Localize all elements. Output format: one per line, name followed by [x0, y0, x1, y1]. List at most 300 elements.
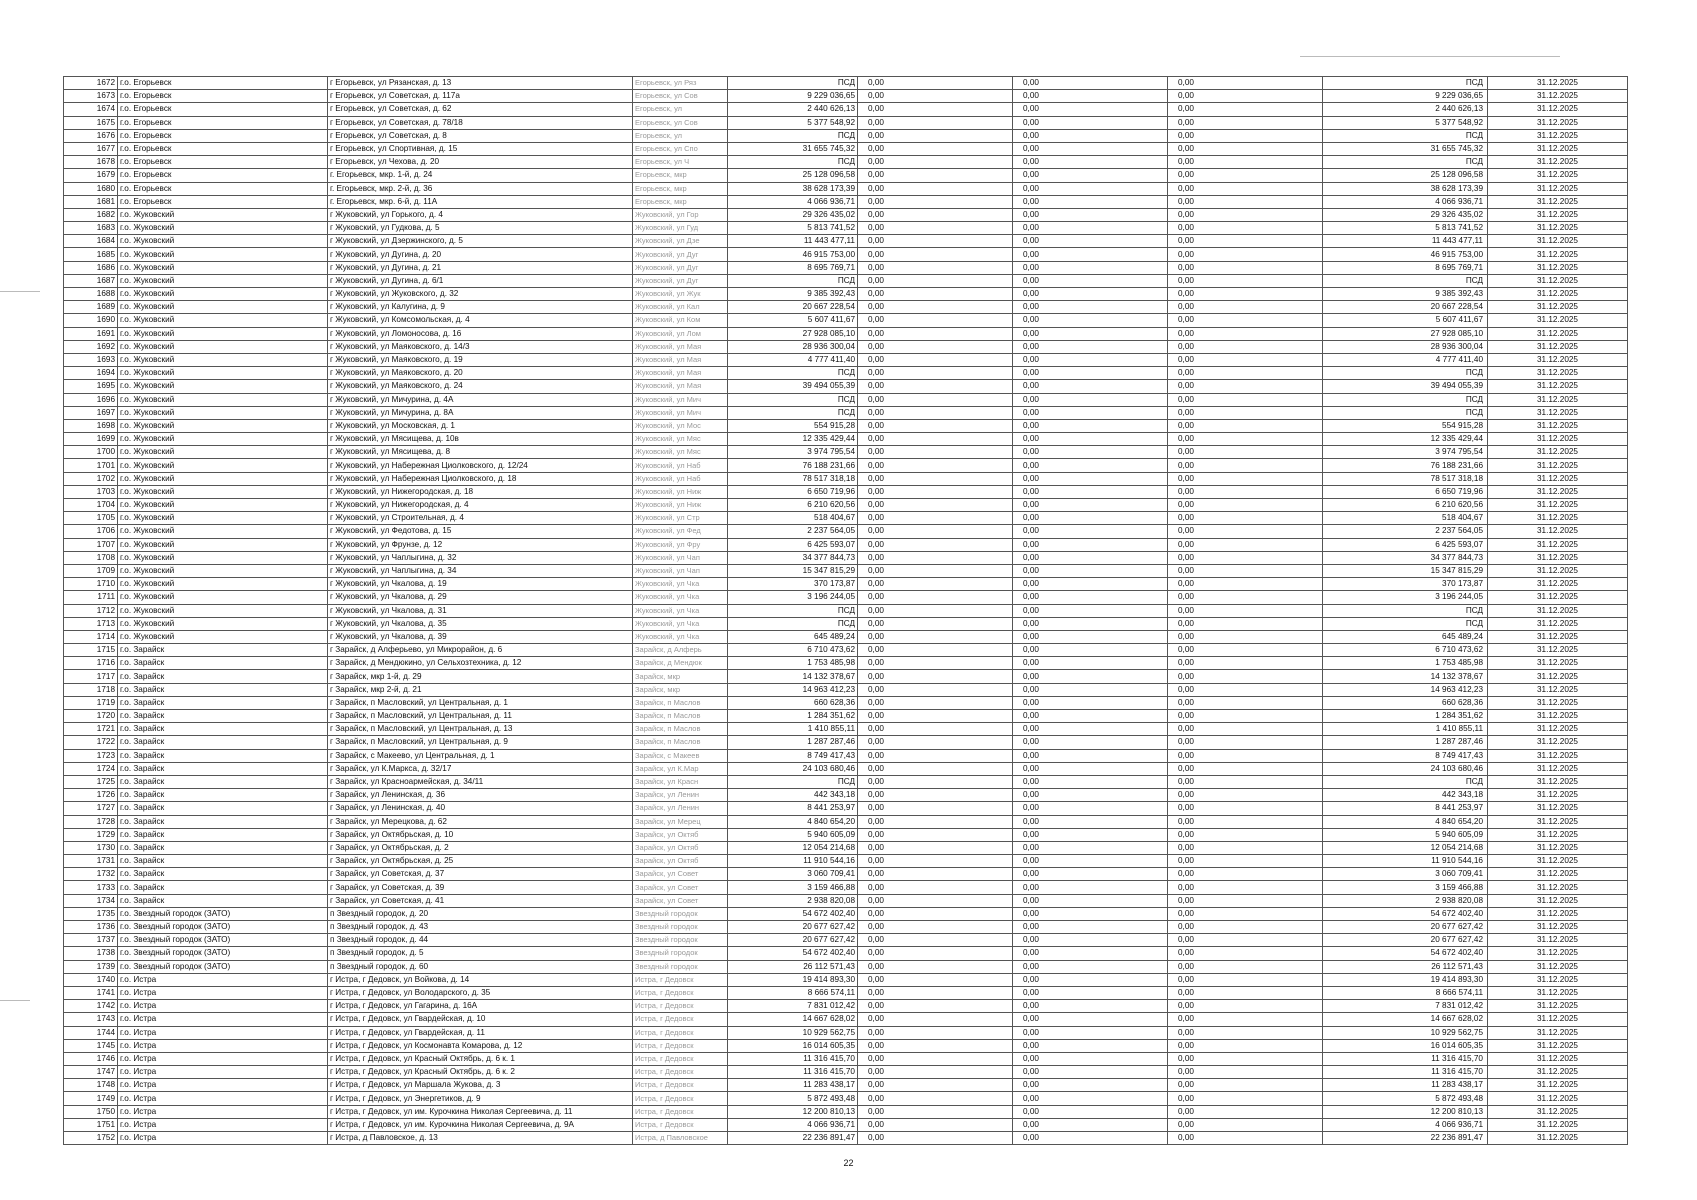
cell-address-fragment: Зарайск, ул Ленин — [633, 802, 728, 815]
cell-amount-1: 0,00 — [858, 973, 1013, 986]
cell-municipality: г.о. Зарайск — [118, 762, 328, 775]
cell-amount-1: 0,00 — [858, 208, 1013, 221]
cell-address-fragment: Жуковский, ул Ниж — [633, 499, 728, 512]
cell-amount-3: 0,00 — [1168, 683, 1323, 696]
cell-address: п Звездный городок, д. 60 — [328, 960, 633, 973]
cell-municipality: г.о. Истра — [118, 1026, 328, 1039]
cell-total: 1 284 351,62 — [1323, 710, 1488, 723]
cell-deadline-date: 31.12.2025 — [1488, 986, 1628, 999]
cell-municipality: г.о. Жуковский — [118, 446, 328, 459]
cell-cost: 54 672 402,40 — [728, 907, 858, 920]
cell-amount-2: 0,00 — [1013, 446, 1168, 459]
cell-address: г Жуковский, ул Федотова, д. 15 — [328, 525, 633, 538]
table-row — [64, 195, 1628, 208]
table-row — [64, 683, 1628, 696]
cell-amount-1: 0,00 — [858, 1013, 1013, 1026]
cell-row-number: 1700 — [64, 446, 118, 459]
cell-total: 22 236 891,47 — [1323, 1132, 1488, 1145]
table-row — [64, 775, 1628, 788]
cell-address-fragment: Зарайск, ул К.Мар — [633, 762, 728, 775]
cell-amount-1: 0,00 — [858, 459, 1013, 472]
cell-cost: 1 410 855,11 — [728, 723, 858, 736]
cell-cost: 5 940 605,09 — [728, 828, 858, 841]
cell-address-fragment: Жуковский, ул Мая — [633, 340, 728, 353]
cell-total: 28 936 300,04 — [1323, 340, 1488, 353]
cell-amount-3: 0,00 — [1168, 274, 1323, 287]
cell-total: 6 425 593,07 — [1323, 538, 1488, 551]
cell-municipality: г.о. Жуковский — [118, 525, 328, 538]
cell-row-number: 1687 — [64, 274, 118, 287]
table-row — [64, 1118, 1628, 1131]
table-row — [64, 1052, 1628, 1065]
cell-amount-2: 0,00 — [1013, 815, 1168, 828]
cell-address-fragment: Егорьевск, ул Ч — [633, 156, 728, 169]
cell-amount-2: 0,00 — [1013, 591, 1168, 604]
cell-row-number: 1719 — [64, 696, 118, 709]
cell-cost: ПСД — [728, 393, 858, 406]
cell-deadline-date: 31.12.2025 — [1488, 472, 1628, 485]
cell-address: г Жуковский, ул Дугина, д. 20 — [328, 248, 633, 261]
cell-cost: 20 677 627,42 — [728, 934, 858, 947]
cell-row-number: 1709 — [64, 564, 118, 577]
cell-amount-1: 0,00 — [858, 393, 1013, 406]
cell-municipality: г.о. Жуковский — [118, 261, 328, 274]
table-row — [64, 789, 1628, 802]
cell-amount-1: 0,00 — [858, 353, 1013, 366]
cell-total: 14 667 628,02 — [1323, 1013, 1488, 1026]
cell-amount-2: 0,00 — [1013, 538, 1168, 551]
cell-cost: 5 377 548,92 — [728, 116, 858, 129]
cell-amount-2: 0,00 — [1013, 301, 1168, 314]
cell-cost: 3 196 244,05 — [728, 591, 858, 604]
cell-row-number: 1685 — [64, 248, 118, 261]
cell-amount-2: 0,00 — [1013, 710, 1168, 723]
cell-address: г Истра, г Дедовск, ул Космонавта Комарова, д. 12 — [328, 1039, 633, 1052]
cell-municipality: г.о. Истра — [118, 1132, 328, 1145]
cell-amount-1: 0,00 — [858, 630, 1013, 643]
cell-amount-3: 0,00 — [1168, 1052, 1323, 1065]
cell-row-number: 1743 — [64, 1013, 118, 1026]
cell-amount-1: 0,00 — [858, 815, 1013, 828]
cell-total: 12 200 810,13 — [1323, 1105, 1488, 1118]
cell-amount-2: 0,00 — [1013, 248, 1168, 261]
cell-row-number: 1752 — [64, 1132, 118, 1145]
cell-deadline-date: 31.12.2025 — [1488, 907, 1628, 920]
cell-deadline-date: 31.12.2025 — [1488, 485, 1628, 498]
cell-amount-3: 0,00 — [1168, 380, 1323, 393]
cell-total: 8 695 769,71 — [1323, 261, 1488, 274]
cell-amount-3: 0,00 — [1168, 156, 1323, 169]
cell-cost: 29 326 435,02 — [728, 208, 858, 221]
cell-address-fragment: Зарайск, д Алферь — [633, 644, 728, 657]
cell-address-fragment: Звездный городок — [633, 921, 728, 934]
cell-address-fragment: Жуковский, ул Мяс — [633, 433, 728, 446]
cell-deadline-date: 31.12.2025 — [1488, 762, 1628, 775]
cell-amount-2: 0,00 — [1013, 90, 1168, 103]
table-row — [64, 1132, 1628, 1145]
cell-amount-1: 0,00 — [858, 1052, 1013, 1065]
cell-total: 6 210 620,56 — [1323, 499, 1488, 512]
cell-total: 46 915 753,00 — [1323, 248, 1488, 261]
cell-amount-3: 0,00 — [1168, 947, 1323, 960]
cell-address-fragment: Егорьевск, мкр — [633, 169, 728, 182]
cell-cost: 1 284 351,62 — [728, 710, 858, 723]
cell-amount-1: 0,00 — [858, 499, 1013, 512]
cell-row-number: 1676 — [64, 129, 118, 142]
cell-total: 3 974 795,54 — [1323, 446, 1488, 459]
cell-amount-3: 0,00 — [1168, 723, 1323, 736]
cell-municipality: г.о. Жуковский — [118, 499, 328, 512]
table-row — [64, 670, 1628, 683]
cell-municipality: г.о. Истра — [118, 986, 328, 999]
table-row — [64, 907, 1628, 920]
cell-amount-2: 0,00 — [1013, 156, 1168, 169]
cell-address-fragment: Истра, г Дедовск — [633, 1026, 728, 1039]
cell-deadline-date: 31.12.2025 — [1488, 789, 1628, 802]
cell-cost: 12 054 214,68 — [728, 841, 858, 854]
cell-amount-3: 0,00 — [1168, 921, 1323, 934]
cell-row-number: 1740 — [64, 973, 118, 986]
cell-row-number: 1720 — [64, 710, 118, 723]
cell-deadline-date: 31.12.2025 — [1488, 723, 1628, 736]
cell-total: 5 813 741,52 — [1323, 222, 1488, 235]
cell-address-fragment: Егорьевск, ул Ряз — [633, 77, 728, 90]
cell-row-number: 1747 — [64, 1066, 118, 1079]
cell-amount-3: 0,00 — [1168, 644, 1323, 657]
cell-cost: 20 667 228,54 — [728, 301, 858, 314]
cell-row-number: 1696 — [64, 393, 118, 406]
cell-amount-1: 0,00 — [858, 657, 1013, 670]
cell-address-fragment: Жуковский, ул Мая — [633, 367, 728, 380]
cell-address-fragment: Истра, г Дедовск — [633, 986, 728, 999]
cell-row-number: 1675 — [64, 116, 118, 129]
cell-total: 29 326 435,02 — [1323, 208, 1488, 221]
cell-row-number: 1708 — [64, 551, 118, 564]
cell-municipality: г.о. Звездный городок (ЗАТО) — [118, 947, 328, 960]
cell-address: г Егорьевск, ул Советская, д. 117а — [328, 90, 633, 103]
cell-deadline-date: 31.12.2025 — [1488, 433, 1628, 446]
cell-cost: 24 103 680,46 — [728, 762, 858, 775]
cell-address-fragment: Жуковский, ул Стр — [633, 512, 728, 525]
cell-total: 27 928 085,10 — [1323, 327, 1488, 340]
cell-municipality: г.о. Егорьевск — [118, 77, 328, 90]
cell-amount-1: 0,00 — [858, 696, 1013, 709]
cell-amount-1: 0,00 — [858, 670, 1013, 683]
cell-municipality: г.о. Жуковский — [118, 433, 328, 446]
cell-municipality: г.о. Истра — [118, 1118, 328, 1131]
table-row — [64, 261, 1628, 274]
cell-total: 2 237 564,05 — [1323, 525, 1488, 538]
cell-address-fragment: Жуковский, ул Ниж — [633, 485, 728, 498]
table-row — [64, 855, 1628, 868]
cell-amount-2: 0,00 — [1013, 499, 1168, 512]
cell-row-number: 1699 — [64, 433, 118, 446]
cell-cost: 46 915 753,00 — [728, 248, 858, 261]
cell-row-number: 1701 — [64, 459, 118, 472]
cell-address: г Жуковский, ул Жуковского, д. 32 — [328, 288, 633, 301]
table-row — [64, 828, 1628, 841]
cell-row-number: 1735 — [64, 907, 118, 920]
cell-amount-1: 0,00 — [858, 103, 1013, 116]
cell-total: 34 377 844,73 — [1323, 551, 1488, 564]
register-table — [63, 76, 1628, 1145]
cell-deadline-date: 31.12.2025 — [1488, 538, 1628, 551]
cell-municipality: г.о. Зарайск — [118, 723, 328, 736]
cell-deadline-date: 31.12.2025 — [1488, 1092, 1628, 1105]
cell-amount-2: 0,00 — [1013, 1039, 1168, 1052]
cell-deadline-date: 31.12.2025 — [1488, 406, 1628, 419]
cell-amount-3: 0,00 — [1168, 235, 1323, 248]
cell-amount-2: 0,00 — [1013, 802, 1168, 815]
cell-total: 442 343,18 — [1323, 789, 1488, 802]
table-row — [64, 723, 1628, 736]
cell-address-fragment: Зарайск, п Маслов — [633, 736, 728, 749]
cell-amount-1: 0,00 — [858, 591, 1013, 604]
cell-address-fragment: Егорьевск, ул Спо — [633, 142, 728, 155]
cell-row-number: 1734 — [64, 894, 118, 907]
cell-amount-2: 0,00 — [1013, 736, 1168, 749]
cell-total: 11 283 438,17 — [1323, 1079, 1488, 1092]
cell-amount-3: 0,00 — [1168, 1092, 1323, 1105]
cell-deadline-date: 31.12.2025 — [1488, 248, 1628, 261]
cell-deadline-date: 31.12.2025 — [1488, 815, 1628, 828]
cell-total: ПСД — [1323, 156, 1488, 169]
cell-address-fragment: Жуковский, ул Фед — [633, 525, 728, 538]
cell-address: п Звездный городок, д. 43 — [328, 921, 633, 934]
cell-amount-3: 0,00 — [1168, 433, 1323, 446]
cell-total: 38 628 173,39 — [1323, 182, 1488, 195]
cell-amount-3: 0,00 — [1168, 710, 1323, 723]
cell-municipality: г.о. Жуковский — [118, 419, 328, 432]
cell-address: г Зарайск, ул Ленинская, д. 36 — [328, 789, 633, 802]
cell-amount-2: 0,00 — [1013, 564, 1168, 577]
cell-amount-1: 0,00 — [858, 841, 1013, 854]
cell-amount-2: 0,00 — [1013, 393, 1168, 406]
cell-cost: 25 128 096,58 — [728, 169, 858, 182]
cell-amount-2: 0,00 — [1013, 604, 1168, 617]
cell-deadline-date: 31.12.2025 — [1488, 683, 1628, 696]
cell-address-fragment: Зарайск, п Маслов — [633, 696, 728, 709]
cell-amount-2: 0,00 — [1013, 1000, 1168, 1013]
cell-row-number: 1737 — [64, 934, 118, 947]
table-row — [64, 696, 1628, 709]
table-row — [64, 446, 1628, 459]
cell-cost: 518 404,67 — [728, 512, 858, 525]
cell-row-number: 1679 — [64, 169, 118, 182]
cell-amount-3: 0,00 — [1168, 1105, 1323, 1118]
cell-address-fragment: Жуковский, ул Чап — [633, 564, 728, 577]
cell-cost: 76 188 231,66 — [728, 459, 858, 472]
cell-cost: 6 650 719,96 — [728, 485, 858, 498]
cell-deadline-date: 31.12.2025 — [1488, 828, 1628, 841]
cell-address: г Жуковский, ул Мичурина, д. 4А — [328, 393, 633, 406]
cell-address-fragment: Жуковский, ул Лом — [633, 327, 728, 340]
cell-total: 25 128 096,58 — [1323, 169, 1488, 182]
cell-municipality: г.о. Жуковский — [118, 604, 328, 617]
cell-amount-3: 0,00 — [1168, 749, 1323, 762]
cell-amount-2: 0,00 — [1013, 472, 1168, 485]
table-row — [64, 419, 1628, 432]
cell-amount-2: 0,00 — [1013, 1105, 1168, 1118]
cell-amount-3: 0,00 — [1168, 1000, 1323, 1013]
cell-row-number: 1741 — [64, 986, 118, 999]
table-row — [64, 103, 1628, 116]
cell-address: г Егорьевск, ул Спортивная, д. 15 — [328, 142, 633, 155]
cell-deadline-date: 31.12.2025 — [1488, 604, 1628, 617]
cell-row-number: 1713 — [64, 617, 118, 630]
cell-row-number: 1750 — [64, 1105, 118, 1118]
cell-total: 4 840 654,20 — [1323, 815, 1488, 828]
table-row — [64, 710, 1628, 723]
cell-amount-1: 0,00 — [858, 1092, 1013, 1105]
cell-municipality: г.о. Истра — [118, 1052, 328, 1065]
table-row — [64, 921, 1628, 934]
cell-amount-1: 0,00 — [858, 116, 1013, 129]
cell-municipality: г.о. Истра — [118, 1066, 328, 1079]
cell-address: г Жуковский, ул Ломоносова, д. 16 — [328, 327, 633, 340]
cell-deadline-date: 31.12.2025 — [1488, 393, 1628, 406]
cell-amount-3: 0,00 — [1168, 485, 1323, 498]
cell-amount-3: 0,00 — [1168, 288, 1323, 301]
cell-municipality: г.о. Жуковский — [118, 472, 328, 485]
cell-deadline-date: 31.12.2025 — [1488, 1066, 1628, 1079]
cell-amount-3: 0,00 — [1168, 973, 1323, 986]
cell-total: 11 316 415,70 — [1323, 1066, 1488, 1079]
cell-deadline-date: 31.12.2025 — [1488, 894, 1628, 907]
cell-amount-1: 0,00 — [858, 802, 1013, 815]
table-row — [64, 986, 1628, 999]
cell-address: г Истра, г Дедовск, ул им. Курочкина Николая Сергеевича, д. 9А — [328, 1118, 633, 1131]
cell-deadline-date: 31.12.2025 — [1488, 419, 1628, 432]
cell-cost: 8 441 253,97 — [728, 802, 858, 815]
cell-deadline-date: 31.12.2025 — [1488, 881, 1628, 894]
cell-address-fragment: Истра, д Павловское — [633, 1132, 728, 1145]
cell-address-fragment: Жуковский, ул Мос — [633, 419, 728, 432]
cell-cost: 1 287 287,46 — [728, 736, 858, 749]
cell-cost: 7 831 012,42 — [728, 1000, 858, 1013]
table-row — [64, 90, 1628, 103]
table-row — [64, 736, 1628, 749]
cell-row-number: 1721 — [64, 723, 118, 736]
cell-deadline-date: 31.12.2025 — [1488, 657, 1628, 670]
table-row — [64, 934, 1628, 947]
cell-amount-2: 0,00 — [1013, 749, 1168, 762]
cell-municipality: г.о. Зарайск — [118, 894, 328, 907]
cell-address-fragment: Жуковский, ул Мич — [633, 406, 728, 419]
cell-amount-1: 0,00 — [858, 749, 1013, 762]
cell-row-number: 1681 — [64, 195, 118, 208]
cell-municipality: г.о. Зарайск — [118, 696, 328, 709]
cell-address-fragment: Зарайск, ул Октяб — [633, 855, 728, 868]
cell-address: г Жуковский, ул Строительная, д. 4 — [328, 512, 633, 525]
cell-address-fragment: Зарайск, ул Ленин — [633, 789, 728, 802]
cell-deadline-date: 31.12.2025 — [1488, 169, 1628, 182]
cell-address-fragment: Жуковский, ул Чка — [633, 630, 728, 643]
table-row — [64, 288, 1628, 301]
cell-total: 14 132 378,67 — [1323, 670, 1488, 683]
cell-address: г Зарайск, ул Октябрьская, д. 2 — [328, 841, 633, 854]
cell-amount-1: 0,00 — [858, 1000, 1013, 1013]
cell-row-number: 1724 — [64, 762, 118, 775]
cell-amount-3: 0,00 — [1168, 142, 1323, 155]
cell-deadline-date: 31.12.2025 — [1488, 934, 1628, 947]
cell-amount-3: 0,00 — [1168, 248, 1323, 261]
table-row — [64, 499, 1628, 512]
cell-row-number: 1680 — [64, 182, 118, 195]
cell-cost: 4 777 411,40 — [728, 353, 858, 366]
cell-amount-3: 0,00 — [1168, 419, 1323, 432]
cell-amount-3: 0,00 — [1168, 986, 1323, 999]
cell-deadline-date: 31.12.2025 — [1488, 90, 1628, 103]
table-row — [64, 77, 1628, 90]
cell-total: 15 347 815,29 — [1323, 564, 1488, 577]
cell-amount-1: 0,00 — [858, 1039, 1013, 1052]
cell-deadline-date: 31.12.2025 — [1488, 644, 1628, 657]
cell-deadline-date: 31.12.2025 — [1488, 1079, 1628, 1092]
cell-address-fragment: Жуковский, ул Мая — [633, 353, 728, 366]
cell-total: 20 677 627,42 — [1323, 921, 1488, 934]
table-row — [64, 248, 1628, 261]
cell-address: г Истра, г Дедовск, ул Красный Октябрь, д. 6 к. 1 — [328, 1052, 633, 1065]
cell-address-fragment: Истра, г Дедовск — [633, 1066, 728, 1079]
cell-municipality: г.о. Жуковский — [118, 393, 328, 406]
cell-amount-1: 0,00 — [858, 1026, 1013, 1039]
cell-deadline-date: 31.12.2025 — [1488, 327, 1628, 340]
table-row — [64, 947, 1628, 960]
cell-amount-1: 0,00 — [858, 235, 1013, 248]
cell-address-fragment: Егорьевск, ул Сов — [633, 116, 728, 129]
cell-cost: 554 915,28 — [728, 419, 858, 432]
cell-amount-2: 0,00 — [1013, 327, 1168, 340]
cell-amount-2: 0,00 — [1013, 947, 1168, 960]
table-row — [64, 657, 1628, 670]
cell-amount-2: 0,00 — [1013, 1066, 1168, 1079]
cell-address-fragment: Егорьевск, ул — [633, 129, 728, 142]
cell-cost: 14 667 628,02 — [728, 1013, 858, 1026]
cell-amount-3: 0,00 — [1168, 564, 1323, 577]
cell-amount-1: 0,00 — [858, 564, 1013, 577]
cell-address: г Зарайск, с Макеево, ул Центральная, д. 1 — [328, 749, 633, 762]
cell-deadline-date: 31.12.2025 — [1488, 156, 1628, 169]
cell-amount-3: 0,00 — [1168, 406, 1323, 419]
cell-deadline-date: 31.12.2025 — [1488, 1039, 1628, 1052]
cell-deadline-date: 31.12.2025 — [1488, 736, 1628, 749]
cell-row-number: 1728 — [64, 815, 118, 828]
cell-amount-2: 0,00 — [1013, 406, 1168, 419]
cell-address: г Истра, г Дедовск, ул Войкова, д. 14 — [328, 973, 633, 986]
cell-cost: 10 929 562,75 — [728, 1026, 858, 1039]
cell-row-number: 1682 — [64, 208, 118, 221]
cell-address: г Зарайск, ул Советская, д. 39 — [328, 881, 633, 894]
cell-deadline-date: 31.12.2025 — [1488, 274, 1628, 287]
cell-cost: 370 173,87 — [728, 578, 858, 591]
cell-amount-2: 0,00 — [1013, 789, 1168, 802]
cell-address-fragment: Звездный городок — [633, 947, 728, 960]
cell-row-number: 1697 — [64, 406, 118, 419]
cell-address-fragment: Истра, г Дедовск — [633, 1052, 728, 1065]
cell-amount-2: 0,00 — [1013, 512, 1168, 525]
cell-amount-2: 0,00 — [1013, 696, 1168, 709]
cell-row-number: 1698 — [64, 419, 118, 432]
cell-cost: 20 677 627,42 — [728, 921, 858, 934]
cell-cost: 8 749 417,43 — [728, 749, 858, 762]
cell-amount-2: 0,00 — [1013, 525, 1168, 538]
cell-municipality: г.о. Звездный городок (ЗАТО) — [118, 934, 328, 947]
cell-address: п Звездный городок, д. 20 — [328, 907, 633, 920]
cell-address: г Жуковский, ул Маяковского, д. 24 — [328, 380, 633, 393]
cell-municipality: г.о. Зарайск — [118, 657, 328, 670]
cell-row-number: 1710 — [64, 578, 118, 591]
